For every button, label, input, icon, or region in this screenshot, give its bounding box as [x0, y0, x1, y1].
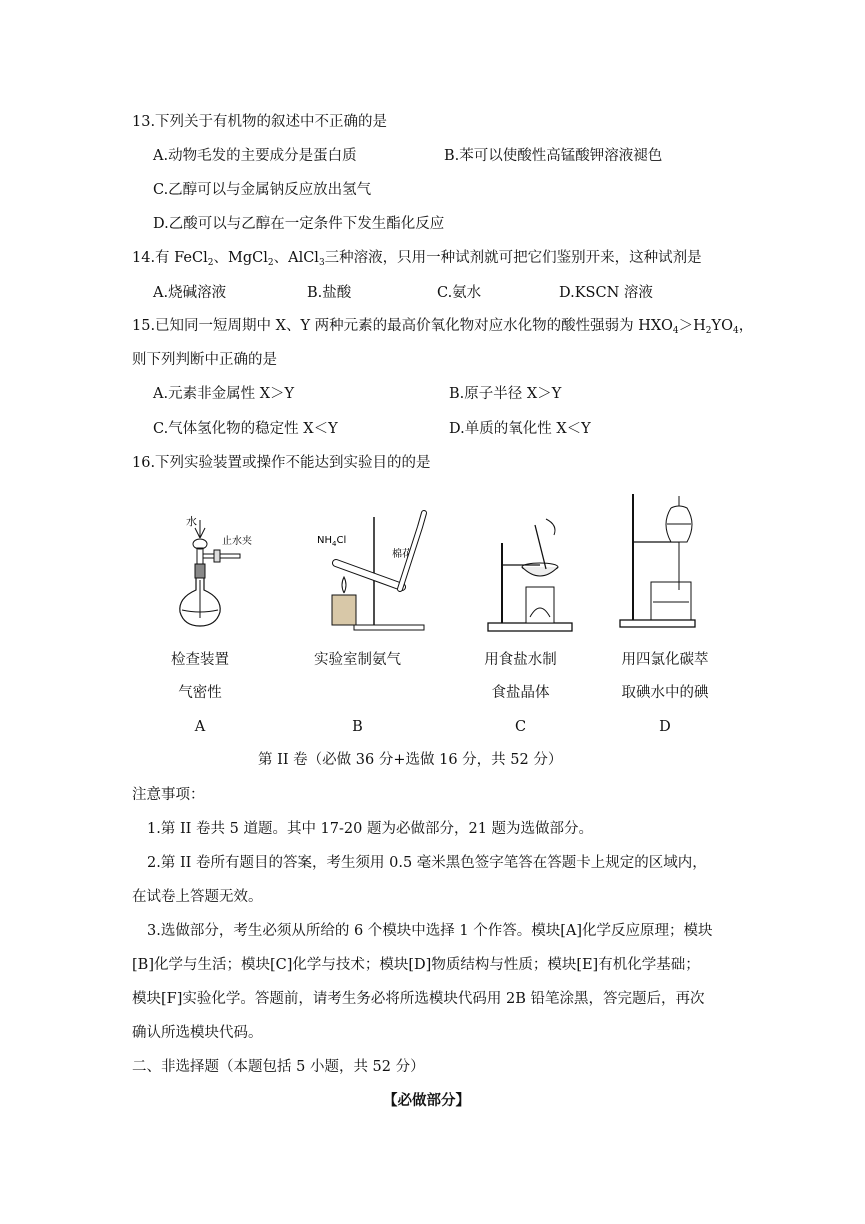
apparatus-d-caption-line2: 取碘水中的碘 — [621, 685, 709, 701]
apparatus-b-nh4cl-label: $NH_4Cl$ — [317, 535, 347, 548]
q15-stem-line2: 则下列判断中正确的是 — [132, 352, 277, 368]
apparatus-a-figure — [170, 510, 270, 630]
apparatus-a-caption-line2: 气密性 — [178, 685, 222, 701]
notice-item-3-line4: 确认所选模块代码。 — [132, 1025, 263, 1041]
apparatus-a-caption: 检查装置 — [171, 652, 229, 668]
q14-option-b: B.盐酸 — [307, 285, 352, 301]
apparatus-c-letter: C — [514, 719, 527, 735]
section-heading: 二、非选择题（本题包括 5 小题，共 52 分） — [132, 1059, 425, 1075]
q15-option-c: C.气体氢化物的稳定性 X＜Y — [153, 421, 338, 437]
apparatus-c-figure — [480, 505, 580, 635]
q15-stem: 15.已知同一短周期中 X、Y 两种元素的最高价氧化物对应水化物的酸性强弱为 $HXO_4>H_2YO_4$， — [132, 318, 754, 336]
apparatus-b-caption: 实验室制氨气 — [314, 652, 401, 668]
apparatus-b-letter: B — [352, 719, 363, 735]
apparatus-c-caption: 用食盐水制 — [484, 652, 557, 668]
notice-item-1: 1.第 II 卷共 5 道题。其中 17-20 题为必做部分，21 题为选做部分。 — [147, 821, 594, 837]
notice-item-2-cont: 在试卷上答题无效。 — [132, 889, 263, 905]
q13-option-b: B.苯可以使酸性高锰酸钾溶液褪色 — [444, 148, 663, 164]
apparatus-a-clamp-label: 止水夹 — [222, 536, 252, 547]
q15-option-b: B.原子半径 X＞Y — [449, 386, 562, 402]
q14-stem: 14.有 FeCl$_2$、MgCl$_2$、AlCl$_3$三种溶液，只用一种试剂就可把它们鉴别开来，这种试剂是 — [132, 250, 702, 268]
apparatus-c-caption-line2: 食盐晶体 — [491, 685, 550, 701]
q14-option-c: C.氨水 — [437, 285, 482, 301]
apparatus-a-letter: A — [194, 719, 206, 735]
apparatus-b-figure — [312, 505, 437, 635]
part2-title: 第 II 卷（必做 36 分+选做 16 分，共 52 分） — [258, 752, 563, 768]
notice-item-3-line2: [B]化学与生活；模块[C]化学与技术；模块[D]物质结构与性质；模块[E]有机化学基础； — [132, 957, 700, 973]
notice-heading: 注意事项： — [132, 787, 205, 803]
q14-option-a: A.烧碱溶液 — [153, 285, 227, 301]
apparatus-d-letter: D — [659, 719, 671, 735]
notice-item-2: 2.第 II 卷所有题目的答案，考生须用 0.5 毫米黑色签字笔答在答题卡上规定的区域内， — [147, 855, 707, 871]
q15-option-a: A.元素非金属性 X＞Y — [153, 386, 295, 402]
apparatus-b-cotton-label: 棉花 — [392, 549, 412, 560]
apparatus-a-water-label: 水 — [186, 515, 197, 528]
q15-option-d: D.单质的氧化性 X＜Y — [449, 421, 591, 437]
q13-option-a: A.动物毛发的主要成分是蛋白质 — [153, 148, 357, 164]
apparatus-d-caption: 用四氯化碳萃 — [621, 652, 709, 668]
q13-stem: 13.下列关于有机物的叙述中不正确的是 — [132, 114, 388, 130]
q13-option-c: C.乙醇可以与金属钠反应放出氢气 — [153, 182, 372, 198]
notice-item-3: 3.选做部分，考生必须从所给的 6 个模块中选择 1 个作答。模块[A]化学反应原理；模块 — [147, 923, 713, 939]
q14-option-d: D.KSCN 溶液 — [559, 285, 653, 301]
notice-item-3-line3: 模块[F]实验化学。答题前，请考生务必将所选模块代码用 2B 铅笔涂黑，答完题后，再次 — [132, 991, 705, 1007]
required-section-label: 【必做部分】 — [383, 1092, 470, 1109]
q13-option-d: D.乙酸可以与乙醇在一定条件下发生酯化反应 — [153, 216, 445, 232]
q16-stem: 16.下列实验装置或操作不能达到实验目的的是 — [132, 455, 431, 471]
apparatus-d-figure — [615, 490, 700, 630]
